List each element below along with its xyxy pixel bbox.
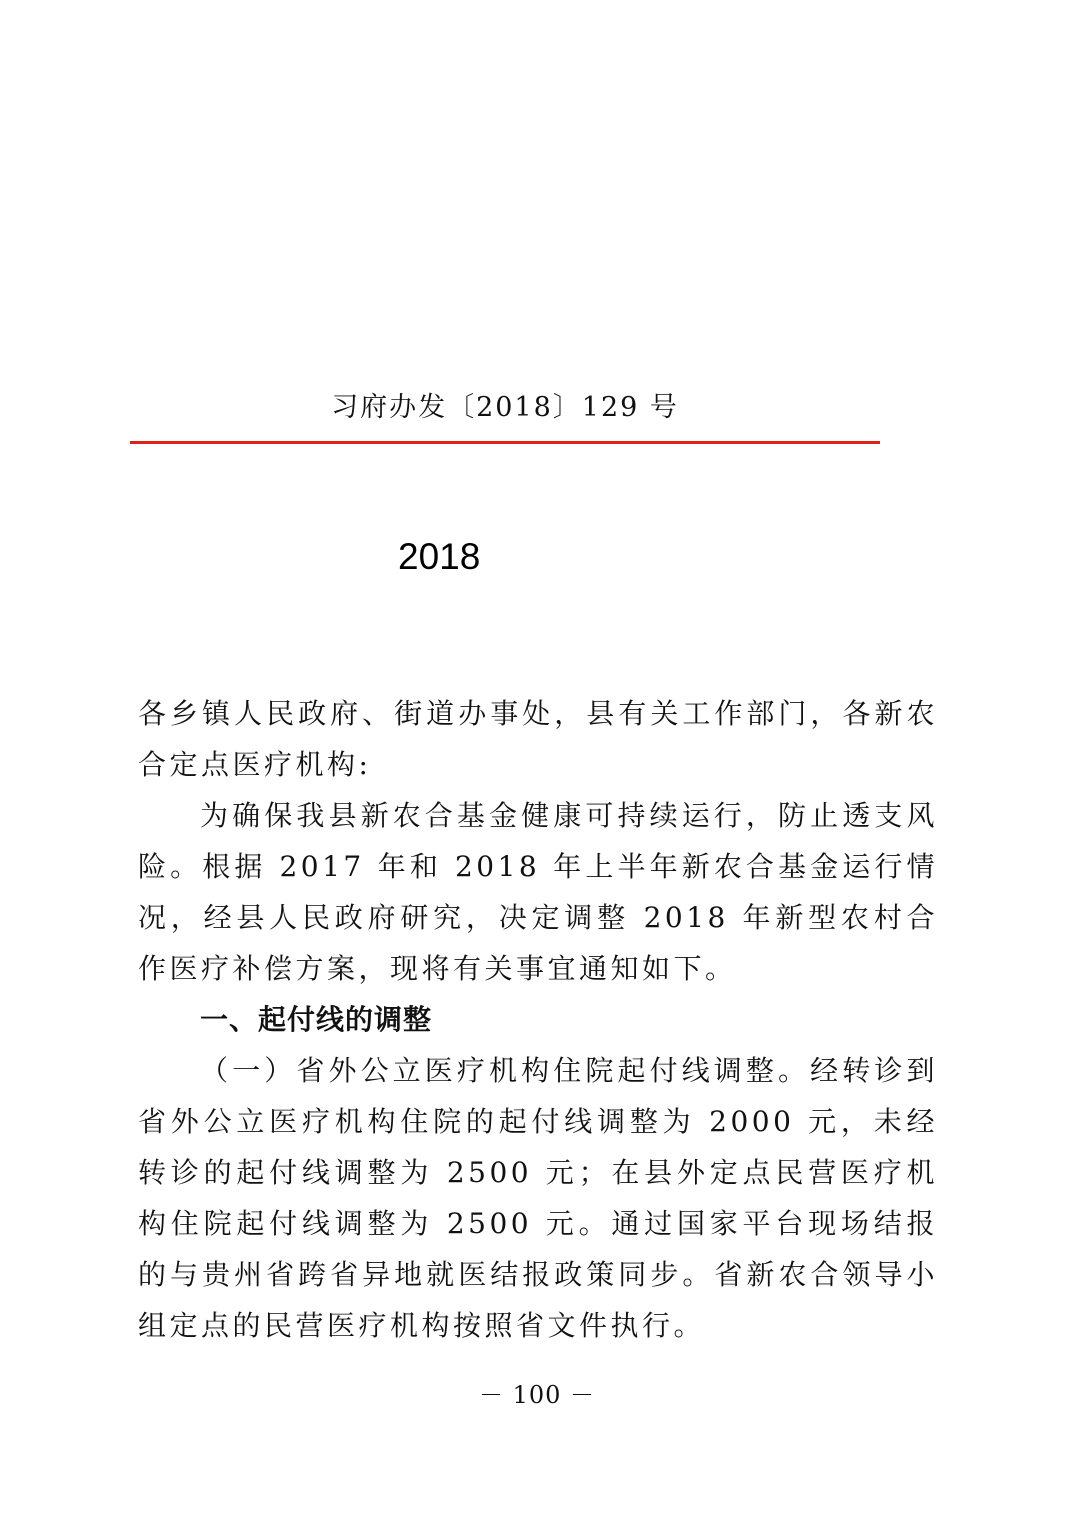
document-number: 习府办发〔2018〕129 号 <box>331 392 679 423</box>
section-heading: 一、起付线的调整 <box>200 1003 433 1036</box>
document-title-year: 2018 <box>398 536 481 577</box>
document-body <box>138 688 938 1351</box>
page-number: － 100 － <box>478 1381 596 1409</box>
section-item-paragraph: （一）省外公立医疗机构住院起付线调整。经转诊到省外公立医疗机构住院的起付线调整为 2000 元，未经转诊的起付线调整为 2500 元；在县外定点民营医疗机构住院起付线调整为 2500 元。通过国家平台现场结报的与贵州省跨省异地就医结报政策同步。省新农合领导小组定点的民营医疗机构按照省文件执行。 <box>138 1054 938 1342</box>
salutation: 各乡镇人民政府、街道办事处，县有关工作部门，各新农合定点医疗机构: <box>138 697 938 781</box>
red-divider-line <box>130 441 880 444</box>
intro-paragraph: 为确保我县新农合基金健康可持续运行，防止透支风险。根据 2017 年和 2018 年上半年新农合基金运行情况，经县人民政府研究，决定调整 2018 年新型农村合作医疗补偿方案，现将有关事宜通知如下。 <box>138 799 938 985</box>
